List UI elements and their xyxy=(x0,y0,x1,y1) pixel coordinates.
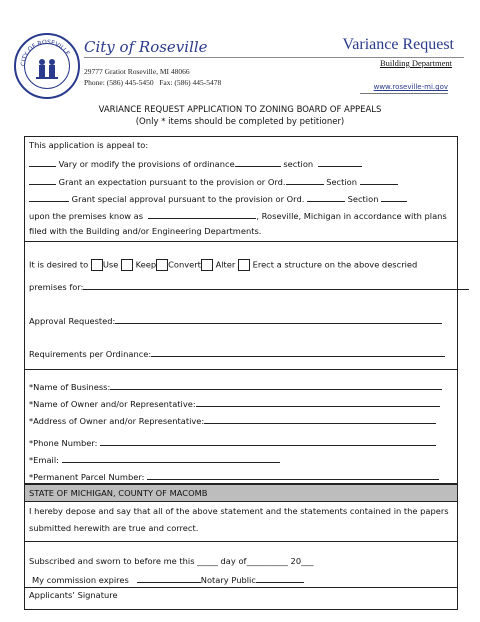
desire-intro: It is desired to xyxy=(29,259,89,270)
requirements-label: Requirements per Ordinance: xyxy=(29,349,152,359)
expectation-blank[interactable] xyxy=(29,175,56,185)
appeal-line-expectation xyxy=(29,175,398,187)
special-section-blank[interactable] xyxy=(381,192,407,202)
appeal-intro: This application is appeal to: xyxy=(29,140,149,150)
svg-text:CITY OF ROSEVILLE: CITY OF ROSEVILLE xyxy=(19,38,71,67)
business-line xyxy=(29,380,442,392)
depose-line-1: I hereby depose and say that all of the above statement and the statements contained in the papers xyxy=(29,506,449,516)
city-seal xyxy=(14,33,80,99)
state-bar-text: STATE OF MICHIGAN, COUNTY OF MACOMB xyxy=(29,488,208,498)
special-section-label: Section xyxy=(347,194,379,204)
special-ord-blank[interactable] xyxy=(307,192,345,202)
use-checkbox[interactable] xyxy=(91,259,103,271)
expectation-ord-blank[interactable] xyxy=(286,175,324,185)
address-block xyxy=(84,66,221,88)
owner-name-blank[interactable] xyxy=(196,397,440,407)
notary-label: Notary Public xyxy=(200,575,256,585)
premises-rest: , Roseville, Michigan in accordance with plans xyxy=(256,211,447,221)
phone-fax xyxy=(84,77,221,88)
approval-line xyxy=(29,314,442,326)
depose-line-2: submitted herewith are true and correct. xyxy=(29,523,199,533)
requirements-line xyxy=(29,347,445,359)
phone-line xyxy=(29,436,436,448)
commission-blank[interactable] xyxy=(137,573,201,583)
appeal-line-vary xyxy=(29,157,362,169)
commission-label: My commission expires xyxy=(32,575,129,585)
address-text: 29777 Gratiot Roseville, MI 48066 xyxy=(84,67,190,76)
website-link[interactable]: www.roseville-mi.gov xyxy=(373,83,448,91)
business-blank[interactable] xyxy=(110,380,442,390)
erect-label: Erect a structure on the above descried xyxy=(252,259,418,270)
phone-text: Phone: (586) 445-5450 xyxy=(84,78,154,87)
sworn-line: Subscribed and sworn to before me this _____ day of__________ 20___ xyxy=(29,556,314,566)
phone-label: *Phone Number: xyxy=(29,438,98,448)
vary-text: Vary or modify the provisions of ordinance xyxy=(58,159,235,169)
owner-address-line xyxy=(29,414,436,426)
expectation-section-blank[interactable] xyxy=(360,175,398,185)
use-label: Use xyxy=(102,259,119,270)
appeal-line-filed: filed with the Building and/or Engineering Departments. xyxy=(29,226,262,236)
premises-for-blank[interactable] xyxy=(83,280,469,290)
special-text: Grant special approval pursuant to the provision or Ord. xyxy=(71,194,305,204)
form-heading xyxy=(0,104,480,128)
email-line xyxy=(29,453,280,465)
appeal-line-premises xyxy=(29,209,447,221)
expectation-text: Grant an expectation pursuant to the provision or Ord. xyxy=(58,177,286,187)
form-title: VARIANCE REQUEST APPLICATION TO ZONING BOARD OF APPEALS xyxy=(98,105,382,115)
website-underline xyxy=(360,93,448,94)
business-label: *Name of Business: xyxy=(29,382,111,392)
commission-line xyxy=(32,573,304,585)
email-label: *Email: xyxy=(29,455,59,465)
vary-blank[interactable] xyxy=(29,157,56,167)
city-name: City of Roseville xyxy=(84,38,208,56)
vary-section-blank[interactable] xyxy=(318,157,362,167)
approval-label: Approval Requested: xyxy=(29,316,116,326)
parcel-blank[interactable] xyxy=(147,470,439,480)
notary-blank[interactable] xyxy=(256,573,304,583)
owner-address-blank[interactable] xyxy=(204,414,436,424)
erect-checkbox[interactable] xyxy=(238,259,250,271)
premises-label: upon the premises know as xyxy=(29,211,144,221)
special-blank[interactable] xyxy=(29,192,69,202)
department-name: Building Department xyxy=(379,58,452,68)
keep-checkbox[interactable] xyxy=(121,259,133,271)
parcel-label: *Permanent Parcel Number: xyxy=(29,472,145,482)
parcel-line xyxy=(29,470,439,482)
fax-text: Fax: (586) 445-5478 xyxy=(159,78,222,87)
approval-blank[interactable] xyxy=(115,314,442,324)
desire-line xyxy=(29,259,417,271)
premises-for-line xyxy=(29,280,469,292)
expectation-section-label: Section xyxy=(326,177,358,187)
premises-for-label: premises for: xyxy=(29,282,84,292)
convert-checkbox[interactable] xyxy=(156,259,168,271)
owner-address-label: *Address of Owner and/or Representative: xyxy=(29,416,205,426)
form-subtitle: (Only * items should be completed by petitioner) xyxy=(135,117,345,127)
alter-label: Alter xyxy=(215,259,236,270)
keep-label: Keep xyxy=(135,259,157,270)
signature-label: Applicants’ Signature xyxy=(29,590,118,600)
document-title: Variance Request xyxy=(342,36,454,53)
vary-section-label: section xyxy=(283,159,314,169)
phone-blank[interactable] xyxy=(100,436,436,446)
premises-blank[interactable] xyxy=(148,209,256,219)
owner-name-label: *Name of Owner and/or Representative: xyxy=(29,399,196,409)
requirements-blank[interactable] xyxy=(151,347,445,357)
appeal-line-special xyxy=(29,192,407,204)
owner-name-line xyxy=(29,397,440,409)
vary-ordinance-blank[interactable] xyxy=(235,157,281,167)
alter-checkbox[interactable] xyxy=(201,259,213,271)
seal-figures-icon xyxy=(16,35,78,97)
email-blank[interactable] xyxy=(62,453,280,463)
convert-label: Convert xyxy=(168,259,201,270)
